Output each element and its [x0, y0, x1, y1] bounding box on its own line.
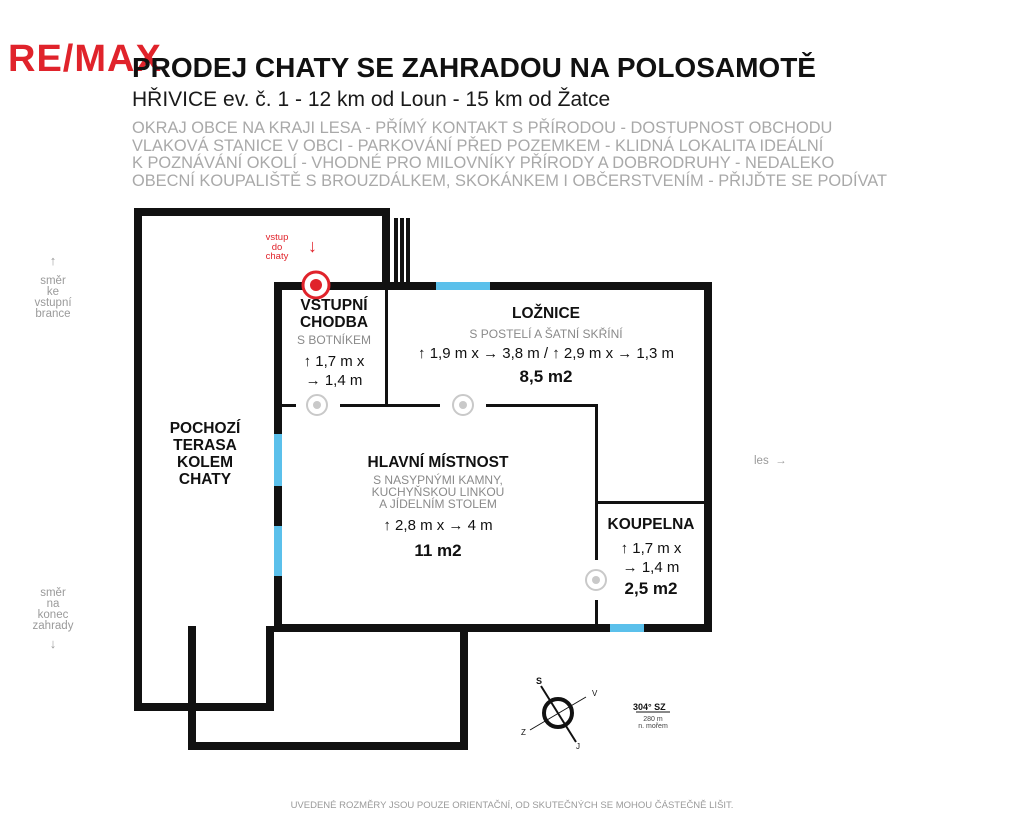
terrace-lower-left — [188, 626, 196, 750]
compass-azimuth: 304° SZ — [633, 702, 666, 712]
remax-logo: RE/MAX — [8, 38, 162, 80]
footer-note: UVEDENÉ ROZMĚRY JSOU POUZE ORIENTAČNÍ, OD SKUTEČNÝCH SE MOHOU ČÁSTEČNĚ LIŠIT. — [290, 800, 734, 811]
terrace-inner-wall — [382, 208, 390, 286]
compass-v: V — [592, 689, 598, 698]
terrace-left-wall — [134, 208, 142, 710]
page-title: PRODEJ CHATY SE ZAHRADOU NA POLOSAMOTĚ — [132, 52, 816, 83]
note-forest: les → — [754, 455, 787, 467]
railing-1 — [394, 218, 398, 284]
house-bottom-wall — [274, 624, 712, 632]
description-line: OBECNÍ KOUPALIŠTĚ S BROUZDÁLKEM, SKOKÁNKEM I OBČERSTVENÍM - PŘIJĎTE SE PODÍVAT — [132, 171, 888, 190]
terrace-bottom-wall — [134, 703, 274, 711]
note-garden: směr na konec zahrady ↓ — [18, 588, 88, 649]
room-main: HLAVNÍ MÍSTNOST S NASYPNÝMI KAMNY, KUCHYŇSKOU LINKOU A JÍDELNÍM STOLEM ↑ 2,8 m x → 4 m 11 m2 — [367, 454, 509, 560]
house-top-wall — [274, 282, 712, 290]
description-line: K POZNÁVÁNÍ OKOLÍ - VHODNÉ PRO MILOVNÍKY PŘÍRODY A DOBRODRUHY - NEDALEKO — [132, 154, 835, 172]
terrace-label: POCHOZÍ TERASA KOLEM CHATY — [169, 420, 241, 488]
description-line: VLAKOVÁ STANICE V OBCI - PARKOVÁNÍ PŘED POZEMKEM - KLIDNÁ LOKALITA IDEÁLNÍ — [132, 136, 824, 155]
page-subtitle: HŘIVICE ev. č. 1 - 12 km od Loun - 15 km od Žatce — [132, 88, 611, 111]
railing-2 — [400, 218, 404, 284]
terrace-lower-wall — [188, 742, 468, 750]
description-line: OKRAJ OBCE NA KRAJI LESA - PŘÍMÝ KONTAKT S PŘÍRODOU - DOSTUPNOST OBCHODU — [132, 119, 833, 137]
room-hallway: VSTUPNÍ CHODBA S BOTNÍKEM ↑ 1,7 m x → 1,4 m — [296, 297, 371, 389]
compass-z: Z — [521, 728, 526, 737]
window-main-1 — [274, 434, 282, 486]
compass-j: J — [576, 742, 580, 751]
compass-rose — [530, 686, 670, 742]
room-bedroom: LOŽNICE S POSTELÍ A ŠATNÍ SKŘÍNÍ ↑ 1,9 m x → 3,8 m / ↑ 2,9 m x → 1,3 m 8,5 m2 — [418, 305, 674, 386]
railing-3 — [406, 218, 410, 284]
compass-altitude: 280 m n. mořem — [638, 716, 668, 730]
entrance-arrow-icon: ↓ — [308, 236, 317, 256]
window-bedroom — [436, 282, 490, 290]
window-main-2 — [274, 526, 282, 576]
entrance-label: vstup do chaty — [265, 232, 289, 262]
note-gate: ↑ směr ke vstupní brance — [18, 255, 88, 320]
entrance-marker — [303, 272, 329, 298]
terrace-lower-right — [460, 626, 468, 750]
house-left-lower — [266, 626, 274, 711]
down-arrow-icon: ↓ — [49, 636, 57, 651]
terrace-top-wall — [134, 208, 390, 216]
bath-top-wall — [595, 501, 704, 504]
room-bathroom: KOUPELNA ↑ 1,7 m x → 1,4 m 2,5 m2 — [607, 516, 695, 598]
window-bathroom — [610, 624, 644, 632]
up-arrow-icon: ↑ — [49, 253, 57, 268]
compass-s: S — [536, 676, 543, 686]
house-right-wall — [704, 282, 712, 632]
